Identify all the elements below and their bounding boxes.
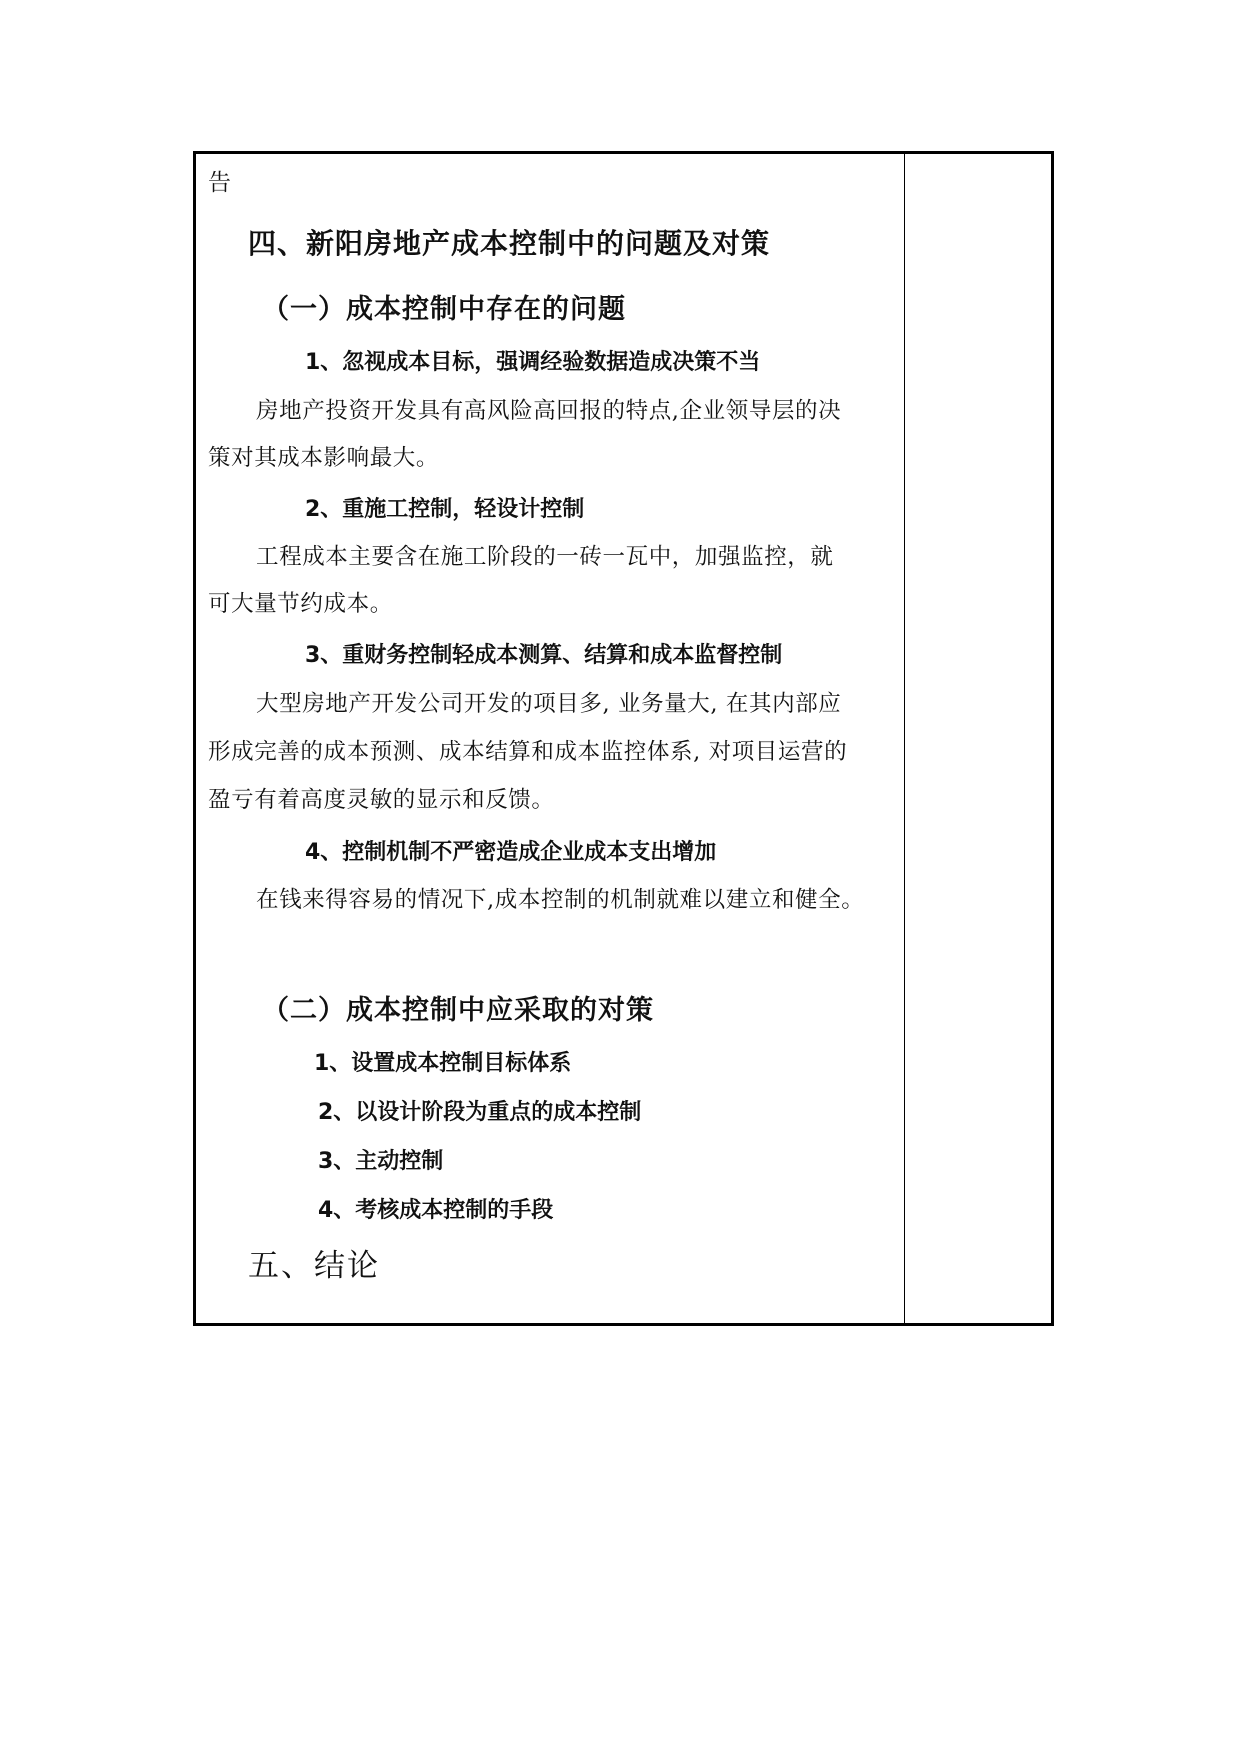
- problem-1-line-1: 房地产投资开发具有高风险高回报的特点,企业领导层的决: [256, 398, 842, 424]
- problem-1-heading: 1、忽视成本目标，强调经验数据造成决策不当: [305, 350, 761, 375]
- measure-3: 3、主动控制: [318, 1149, 444, 1174]
- subsection-2-title: （二）成本控制中应采取的对策: [262, 995, 654, 1026]
- measure-1: 1、设置成本控制目标体系: [314, 1051, 572, 1076]
- subsection-1-title: （一）成本控制中存在的问题: [262, 294, 626, 325]
- document-table: [193, 151, 1054, 1326]
- problem-3-line-2: 形成完善的成本预测、成本结算和成本监控体系, 对项目运营的: [208, 739, 848, 765]
- problem-4-line-1: 在钱来得容易的情况下,成本控制的机制就难以建立和健全。: [256, 887, 865, 913]
- content-cell: [196, 154, 904, 1323]
- continuation-text: 告: [208, 170, 231, 196]
- measure-2: 2、以设计阶段为重点的成本控制: [318, 1100, 642, 1125]
- section-5-title: 五、结论: [248, 1248, 380, 1284]
- side-cell: [906, 154, 1051, 1323]
- problem-3-line-1: 大型房地产开发公司开发的项目多, 业务量大, 在其内部应: [256, 691, 842, 717]
- problem-1-line-2: 策对其成本影响最大。: [208, 445, 440, 471]
- column-divider: [904, 154, 905, 1323]
- problem-2-line-1: 工程成本主要含在施工阶段的一砖一瓦中，加强监控，就: [256, 544, 834, 570]
- problem-3-heading: 3、重财务控制轻成本测算、结算和成本监督控制: [305, 643, 783, 668]
- measure-4: 4、考核成本控制的手段: [318, 1198, 554, 1223]
- section-4-title: 四、新阳房地产成本控制中的问题及对策: [248, 227, 771, 260]
- problem-3-line-3: 盈亏有着高度灵敏的显示和反馈。: [208, 787, 555, 813]
- problem-2-heading: 2、重施工控制，轻设计控制: [305, 497, 585, 522]
- problem-2-line-2: 可大量节约成本。: [208, 591, 393, 617]
- problem-4-heading: 4、控制机制不严密造成企业成本支出增加: [305, 840, 717, 865]
